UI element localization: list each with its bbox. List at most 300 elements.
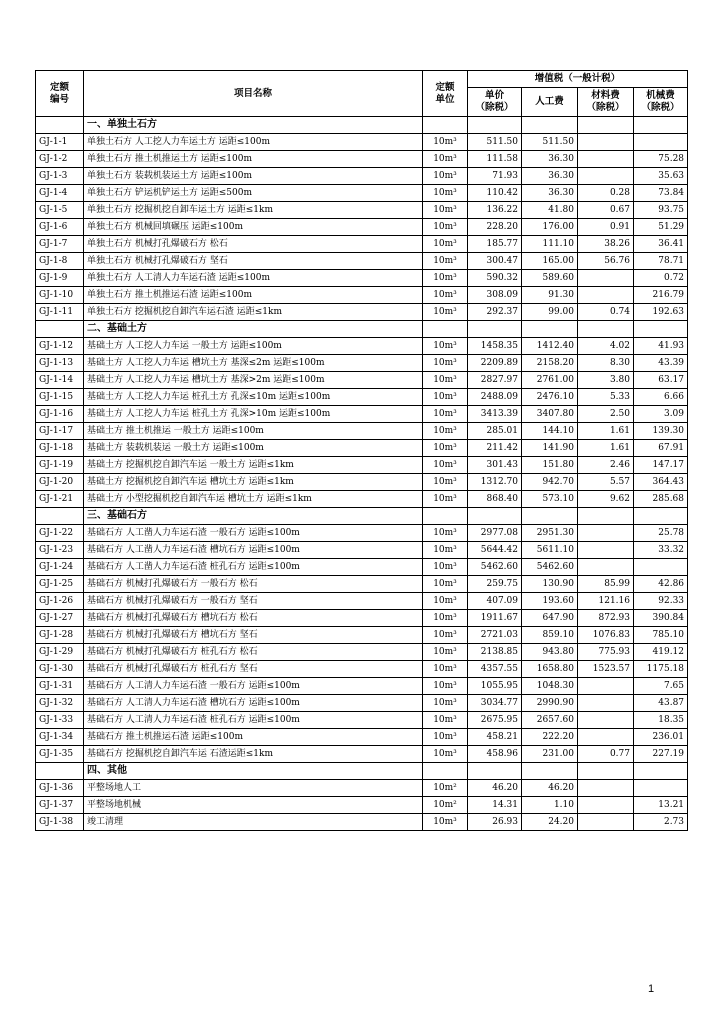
section-title: 一、单独土石方 — [84, 117, 423, 134]
item-name-cell: 基础土方 人工挖人力车运 槽坑土方 基深>2m 运距≤100m — [84, 372, 423, 389]
table-row — [36, 661, 688, 678]
machine-cell: 192.63 — [634, 304, 688, 321]
material-cell: 2.50 — [578, 406, 634, 423]
price-cell: 458.96 — [468, 746, 522, 763]
item-name-cell: 单独土石方 挖掘机挖自卸汽车运石渣 运距≤1km — [84, 304, 423, 321]
machine-cell: 147.17 — [634, 457, 688, 474]
section-row — [36, 763, 688, 780]
labor-cell: 942.70 — [522, 474, 578, 491]
table-row — [36, 780, 688, 797]
labor-cell: 5462.60 — [522, 559, 578, 576]
table-row — [36, 151, 688, 168]
section-title: 三、基础石方 — [84, 508, 423, 525]
quota-code-cell: GJ-1-9 — [36, 270, 84, 287]
table-row — [36, 457, 688, 474]
table-row — [36, 474, 688, 491]
quota-code-cell: GJ-1-18 — [36, 440, 84, 457]
quota-code-cell: GJ-1-4 — [36, 185, 84, 202]
quota-code-cell: GJ-1-27 — [36, 610, 84, 627]
table-row — [36, 406, 688, 423]
price-cell: 71.93 — [468, 168, 522, 185]
section-empty-cell — [634, 321, 688, 338]
labor-cell: 1.10 — [522, 797, 578, 814]
material-cell: 3.80 — [578, 372, 634, 389]
unit-cell: 10m³ — [423, 593, 468, 610]
material-cell: 0.77 — [578, 746, 634, 763]
price-cell: 407.09 — [468, 593, 522, 610]
material-cell: 0.28 — [578, 185, 634, 202]
unit-cell: 10m³ — [423, 304, 468, 321]
labor-cell: 141.90 — [522, 440, 578, 457]
unit-cell: 10m³ — [423, 746, 468, 763]
quota-code-cell: GJ-1-30 — [36, 661, 84, 678]
machine-cell: 43.87 — [634, 695, 688, 712]
header-vat-group: 增值税（一般计税） — [468, 71, 688, 88]
price-cell: 110.42 — [468, 185, 522, 202]
quota-code-cell: GJ-1-25 — [36, 576, 84, 593]
item-name-cell: 基础土方 挖掘机挖自卸汽车运 一般土方 运距≤1km — [84, 457, 423, 474]
labor-cell: 2158.20 — [522, 355, 578, 372]
labor-cell: 3407.80 — [522, 406, 578, 423]
table-row — [36, 678, 688, 695]
section-empty-cell — [578, 763, 634, 780]
labor-cell: 165.00 — [522, 253, 578, 270]
item-name-cell: 基础石方 人工凿人力车运石渣 一般石方 运距≤100m — [84, 525, 423, 542]
material-cell: 4.02 — [578, 338, 634, 355]
material-cell: 1.61 — [578, 423, 634, 440]
table-row — [36, 576, 688, 593]
table-row — [36, 185, 688, 202]
unit-cell: 10m³ — [423, 474, 468, 491]
material-cell: 872.93 — [578, 610, 634, 627]
quota-code-cell: GJ-1-23 — [36, 542, 84, 559]
table-row — [36, 355, 688, 372]
material-cell — [578, 678, 634, 695]
labor-cell: 36.30 — [522, 151, 578, 168]
table-row — [36, 134, 688, 151]
price-cell: 1458.35 — [468, 338, 522, 355]
item-name-cell: 单独土石方 机械回填碾压 运距≤100m — [84, 219, 423, 236]
table-row — [36, 814, 688, 831]
labor-cell: 859.10 — [522, 627, 578, 644]
unit-cell: 10m³ — [423, 168, 468, 185]
material-cell — [578, 542, 634, 559]
labor-cell: 151.80 — [522, 457, 578, 474]
machine-cell: 18.35 — [634, 712, 688, 729]
section-empty-cell — [578, 508, 634, 525]
machine-cell: 419.12 — [634, 644, 688, 661]
labor-cell: 99.00 — [522, 304, 578, 321]
table-row — [36, 712, 688, 729]
quota-code-cell: GJ-1-10 — [36, 287, 84, 304]
section-empty-cell — [522, 117, 578, 134]
quota-code-cell: GJ-1-12 — [36, 338, 84, 355]
quota-code-cell: GJ-1-2 — [36, 151, 84, 168]
header-code: 定额 编号 — [36, 71, 84, 117]
table-row — [36, 270, 688, 287]
quota-code-cell: GJ-1-35 — [36, 746, 84, 763]
quota-code-cell: GJ-1-17 — [36, 423, 84, 440]
section-row — [36, 508, 688, 525]
price-cell: 3413.39 — [468, 406, 522, 423]
item-name-cell: 基础石方 人工清人力车运石渣 桩孔石方 运距≤100m — [84, 712, 423, 729]
item-name-cell: 竣工清理 — [84, 814, 423, 831]
item-name-cell: 单独土石方 机械打孔爆破石方 松石 — [84, 236, 423, 253]
price-cell: 14.31 — [468, 797, 522, 814]
machine-cell: 43.39 — [634, 355, 688, 372]
material-cell: 1.61 — [578, 440, 634, 457]
table-row — [36, 236, 688, 253]
machine-cell: 78.71 — [634, 253, 688, 270]
quota-code-cell: GJ-1-15 — [36, 389, 84, 406]
unit-cell: 10m³ — [423, 253, 468, 270]
material-cell — [578, 695, 634, 712]
section-empty-cell — [468, 763, 522, 780]
unit-cell: 10m³ — [423, 627, 468, 644]
item-name-cell: 基础石方 机械打孔爆破石方 一般石方 坚石 — [84, 593, 423, 610]
material-cell — [578, 151, 634, 168]
quota-code-cell: GJ-1-11 — [36, 304, 84, 321]
unit-cell: 10m³ — [423, 440, 468, 457]
section-empty-cell — [423, 321, 468, 338]
material-cell: 0.74 — [578, 304, 634, 321]
material-cell — [578, 270, 634, 287]
item-name-cell: 基础石方 人工清人力车运石渣 槽坑石方 运距≤100m — [84, 695, 423, 712]
price-cell: 2675.95 — [468, 712, 522, 729]
item-name-cell: 单独土石方 铲运机铲运土方 运距≤500m — [84, 185, 423, 202]
table-row — [36, 168, 688, 185]
section-empty-cell — [522, 763, 578, 780]
machine-cell: 1175.18 — [634, 661, 688, 678]
item-name-cell: 基础石方 机械打孔爆破石方 一般石方 松石 — [84, 576, 423, 593]
section-empty-cell — [522, 508, 578, 525]
unit-cell: 10m³ — [423, 457, 468, 474]
labor-cell: 222.20 — [522, 729, 578, 746]
machine-cell: 139.30 — [634, 423, 688, 440]
section-spacer-cell — [36, 321, 84, 338]
item-name-cell: 基础石方 机械打孔爆破石方 槽坑石方 松石 — [84, 610, 423, 627]
labor-cell: 46.20 — [522, 780, 578, 797]
unit-cell: 10m³ — [423, 338, 468, 355]
item-name-cell: 基础石方 挖掘机挖自卸汽车运 石渣运距≤1km — [84, 746, 423, 763]
labor-cell: 5611.10 — [522, 542, 578, 559]
section-empty-cell — [468, 508, 522, 525]
price-cell: 136.22 — [468, 202, 522, 219]
quota-code-cell: GJ-1-8 — [36, 253, 84, 270]
labor-cell: 1412.40 — [522, 338, 578, 355]
table-row — [36, 559, 688, 576]
unit-cell: 10m³ — [423, 576, 468, 593]
labor-cell: 176.00 — [522, 219, 578, 236]
unit-cell: 10m³ — [423, 185, 468, 202]
material-cell: 0.67 — [578, 202, 634, 219]
unit-cell: 10m³ — [423, 814, 468, 831]
header-labor: 人工费 — [522, 88, 578, 117]
table-row — [36, 338, 688, 355]
quota-code-cell: GJ-1-28 — [36, 627, 84, 644]
quota-code-cell: GJ-1-24 — [36, 559, 84, 576]
price-cell: 259.75 — [468, 576, 522, 593]
unit-cell: 10m³ — [423, 644, 468, 661]
machine-cell — [634, 559, 688, 576]
item-name-cell: 平整场地人工 — [84, 780, 423, 797]
quota-table — [35, 70, 688, 831]
item-name-cell: 基础石方 人工凿人力车运石渣 桩孔石方 运距≤100m — [84, 559, 423, 576]
price-cell: 5644.42 — [468, 542, 522, 559]
unit-cell: 10m³ — [423, 423, 468, 440]
price-cell: 26.93 — [468, 814, 522, 831]
labor-cell: 41.80 — [522, 202, 578, 219]
item-name-cell: 单独土石方 机械打孔爆破石方 坚石 — [84, 253, 423, 270]
unit-cell: 10m³ — [423, 151, 468, 168]
item-name-cell: 基础石方 人工凿人力车运石渣 槽坑石方 运距≤100m — [84, 542, 423, 559]
material-cell — [578, 712, 634, 729]
table-row — [36, 202, 688, 219]
quota-code-cell: GJ-1-20 — [36, 474, 84, 491]
table-row — [36, 491, 688, 508]
unit-cell: 10m³ — [423, 236, 468, 253]
section-empty-cell — [423, 508, 468, 525]
quota-code-cell: GJ-1-13 — [36, 355, 84, 372]
price-cell: 4357.55 — [468, 661, 522, 678]
unit-cell: 10m³ — [423, 355, 468, 372]
item-name-cell: 基础土方 装载机装运 一般土方 运距≤100m — [84, 440, 423, 457]
machine-cell — [634, 780, 688, 797]
item-name-cell: 基础土方 推土机推运 一般土方 运距≤100m — [84, 423, 423, 440]
price-cell: 511.50 — [468, 134, 522, 151]
section-row — [36, 321, 688, 338]
labor-cell: 2476.10 — [522, 389, 578, 406]
unit-cell: 10m³ — [423, 219, 468, 236]
section-empty-cell — [634, 508, 688, 525]
quota-code-cell: GJ-1-29 — [36, 644, 84, 661]
table-row — [36, 627, 688, 644]
material-cell — [578, 287, 634, 304]
labor-cell: 1658.80 — [522, 661, 578, 678]
section-empty-cell — [634, 763, 688, 780]
labor-cell: 647.90 — [522, 610, 578, 627]
table-row — [36, 729, 688, 746]
machine-cell: 7.65 — [634, 678, 688, 695]
quota-code-cell: GJ-1-34 — [36, 729, 84, 746]
labor-cell: 511.50 — [522, 134, 578, 151]
material-cell: 121.16 — [578, 593, 634, 610]
labor-cell: 2761.00 — [522, 372, 578, 389]
price-cell: 2721.03 — [468, 627, 522, 644]
labor-cell: 130.90 — [522, 576, 578, 593]
machine-cell: 42.86 — [634, 576, 688, 593]
table-row — [36, 253, 688, 270]
labor-cell: 24.20 — [522, 814, 578, 831]
price-cell: 1055.95 — [468, 678, 522, 695]
price-cell: 228.20 — [468, 219, 522, 236]
machine-cell: 67.91 — [634, 440, 688, 457]
quota-code-cell: GJ-1-32 — [36, 695, 84, 712]
labor-cell: 1048.30 — [522, 678, 578, 695]
item-name-cell: 基础土方 人工挖人力车运 槽坑土方 基深≤2m 运距≤100m — [84, 355, 423, 372]
machine-cell: 63.17 — [634, 372, 688, 389]
machine-cell: 92.33 — [634, 593, 688, 610]
section-spacer-cell — [36, 508, 84, 525]
labor-cell: 943.80 — [522, 644, 578, 661]
unit-cell: 10m² — [423, 797, 468, 814]
machine-cell: 785.10 — [634, 627, 688, 644]
quota-code-cell: GJ-1-22 — [36, 525, 84, 542]
machine-cell: 25.78 — [634, 525, 688, 542]
item-name-cell: 基础石方 机械打孔爆破石方 桩孔石方 坚石 — [84, 661, 423, 678]
quota-code-cell: GJ-1-6 — [36, 219, 84, 236]
item-name-cell: 单独土石方 装载机装运土方 运距≤100m — [84, 168, 423, 185]
table-row — [36, 304, 688, 321]
price-cell: 458.21 — [468, 729, 522, 746]
quota-code-cell: GJ-1-37 — [36, 797, 84, 814]
table-row — [36, 219, 688, 236]
labor-cell: 2951.30 — [522, 525, 578, 542]
quota-code-cell: GJ-1-33 — [36, 712, 84, 729]
material-cell — [578, 797, 634, 814]
table-row — [36, 797, 688, 814]
machine-cell: 93.75 — [634, 202, 688, 219]
table-row — [36, 593, 688, 610]
quota-code-cell: GJ-1-21 — [36, 491, 84, 508]
item-name-cell: 基础石方 机械打孔爆破石方 槽坑石方 坚石 — [84, 627, 423, 644]
labor-cell: 2990.90 — [522, 695, 578, 712]
material-cell: 5.33 — [578, 389, 634, 406]
unit-cell: 10m³ — [423, 661, 468, 678]
price-cell: 308.09 — [468, 287, 522, 304]
price-cell: 111.58 — [468, 151, 522, 168]
machine-cell: 51.29 — [634, 219, 688, 236]
header-price: 单价 （除税） — [468, 88, 522, 117]
table-row — [36, 389, 688, 406]
price-cell: 285.01 — [468, 423, 522, 440]
price-cell: 185.77 — [468, 236, 522, 253]
unit-cell: 10m³ — [423, 134, 468, 151]
price-cell: 5462.60 — [468, 559, 522, 576]
machine-cell: 73.84 — [634, 185, 688, 202]
machine-cell: 75.28 — [634, 151, 688, 168]
material-cell: 5.57 — [578, 474, 634, 491]
section-empty-cell — [634, 117, 688, 134]
header-name: 项目名称 — [84, 71, 423, 117]
unit-cell: 10m³ — [423, 491, 468, 508]
labor-cell: 193.60 — [522, 593, 578, 610]
labor-cell: 573.10 — [522, 491, 578, 508]
section-title: 二、基础土方 — [84, 321, 423, 338]
price-cell: 868.40 — [468, 491, 522, 508]
machine-cell: 33.32 — [634, 542, 688, 559]
unit-cell: 10m³ — [423, 712, 468, 729]
item-name-cell: 单独土石方 挖掘机挖自卸车运土方 运距≤1km — [84, 202, 423, 219]
table-row — [36, 644, 688, 661]
price-cell: 1312.70 — [468, 474, 522, 491]
table-row — [36, 423, 688, 440]
machine-cell: 227.19 — [634, 746, 688, 763]
machine-cell: 36.41 — [634, 236, 688, 253]
table-row — [36, 746, 688, 763]
labor-cell: 231.00 — [522, 746, 578, 763]
material-cell: 56.76 — [578, 253, 634, 270]
labor-cell: 36.30 — [522, 185, 578, 202]
item-name-cell: 基础石方 推土机推运石渣 运距≤100m — [84, 729, 423, 746]
material-cell — [578, 729, 634, 746]
table-row — [36, 440, 688, 457]
item-name-cell: 基础石方 机械打孔爆破石方 桩孔石方 松石 — [84, 644, 423, 661]
price-cell: 3034.77 — [468, 695, 522, 712]
section-row — [36, 117, 688, 134]
table-row — [36, 542, 688, 559]
machine-cell: 364.43 — [634, 474, 688, 491]
material-cell — [578, 780, 634, 797]
unit-cell: 10m³ — [423, 559, 468, 576]
machine-cell: 41.93 — [634, 338, 688, 355]
unit-cell: 10m³ — [423, 372, 468, 389]
item-name-cell: 基础土方 人工挖人力车运 桩孔土方 孔深>10m 运距≤100m — [84, 406, 423, 423]
header-machine: 机械费 （除税） — [634, 88, 688, 117]
table-row — [36, 610, 688, 627]
table-row — [36, 525, 688, 542]
item-name-cell: 单独土石方 人工挖人力车运土方 运距≤100m — [84, 134, 423, 151]
section-spacer-cell — [36, 117, 84, 134]
quota-code-cell: GJ-1-14 — [36, 372, 84, 389]
section-empty-cell — [522, 321, 578, 338]
machine-cell: 13.21 — [634, 797, 688, 814]
section-empty-cell — [578, 321, 634, 338]
item-name-cell: 单独土石方 推土机推运土方 运距≤100m — [84, 151, 423, 168]
material-cell — [578, 168, 634, 185]
section-title: 四、其他 — [84, 763, 423, 780]
material-cell: 1076.83 — [578, 627, 634, 644]
quota-code-cell: GJ-1-7 — [36, 236, 84, 253]
quota-code-cell: GJ-1-36 — [36, 780, 84, 797]
material-cell: 85.99 — [578, 576, 634, 593]
quota-code-cell: GJ-1-3 — [36, 168, 84, 185]
item-name-cell: 基础土方 人工挖人力车运 桩孔土方 孔深≤10m 运距≤100m — [84, 389, 423, 406]
quota-code-cell: GJ-1-5 — [36, 202, 84, 219]
unit-cell: 10m³ — [423, 678, 468, 695]
machine-cell: 390.84 — [634, 610, 688, 627]
item-name-cell: 基础土方 挖掘机挖自卸汽车运 槽坑土方 运距≤1km — [84, 474, 423, 491]
quota-code-cell: GJ-1-38 — [36, 814, 84, 831]
price-cell: 2209.89 — [468, 355, 522, 372]
material-cell: 1523.57 — [578, 661, 634, 678]
table-row — [36, 287, 688, 304]
price-cell: 46.20 — [468, 780, 522, 797]
header-material: 材料费 （除税） — [578, 88, 634, 117]
price-cell: 211.42 — [468, 440, 522, 457]
item-name-cell: 单独土石方 人工清人力车运石渣 运距≤100m — [84, 270, 423, 287]
unit-cell: 10m³ — [423, 542, 468, 559]
machine-cell: 35.63 — [634, 168, 688, 185]
price-cell: 300.47 — [468, 253, 522, 270]
material-cell: 0.91 — [578, 219, 634, 236]
item-name-cell: 基础土方 小型挖掘机挖自卸汽车运 槽坑土方 运距≤1km — [84, 491, 423, 508]
page-number: 1 — [648, 983, 655, 995]
material-cell: 9.62 — [578, 491, 634, 508]
unit-cell: 10m³ — [423, 389, 468, 406]
item-name-cell: 基础石方 人工清人力车运石渣 一般石方 运距≤100m — [84, 678, 423, 695]
unit-cell: 10m³ — [423, 287, 468, 304]
unit-cell: 10m³ — [423, 695, 468, 712]
price-cell: 292.37 — [468, 304, 522, 321]
material-cell — [578, 525, 634, 542]
unit-cell: 10m³ — [423, 729, 468, 746]
quota-code-cell: GJ-1-16 — [36, 406, 84, 423]
section-empty-cell — [423, 763, 468, 780]
section-spacer-cell — [36, 763, 84, 780]
machine-cell: 285.68 — [634, 491, 688, 508]
unit-cell: 10m² — [423, 780, 468, 797]
